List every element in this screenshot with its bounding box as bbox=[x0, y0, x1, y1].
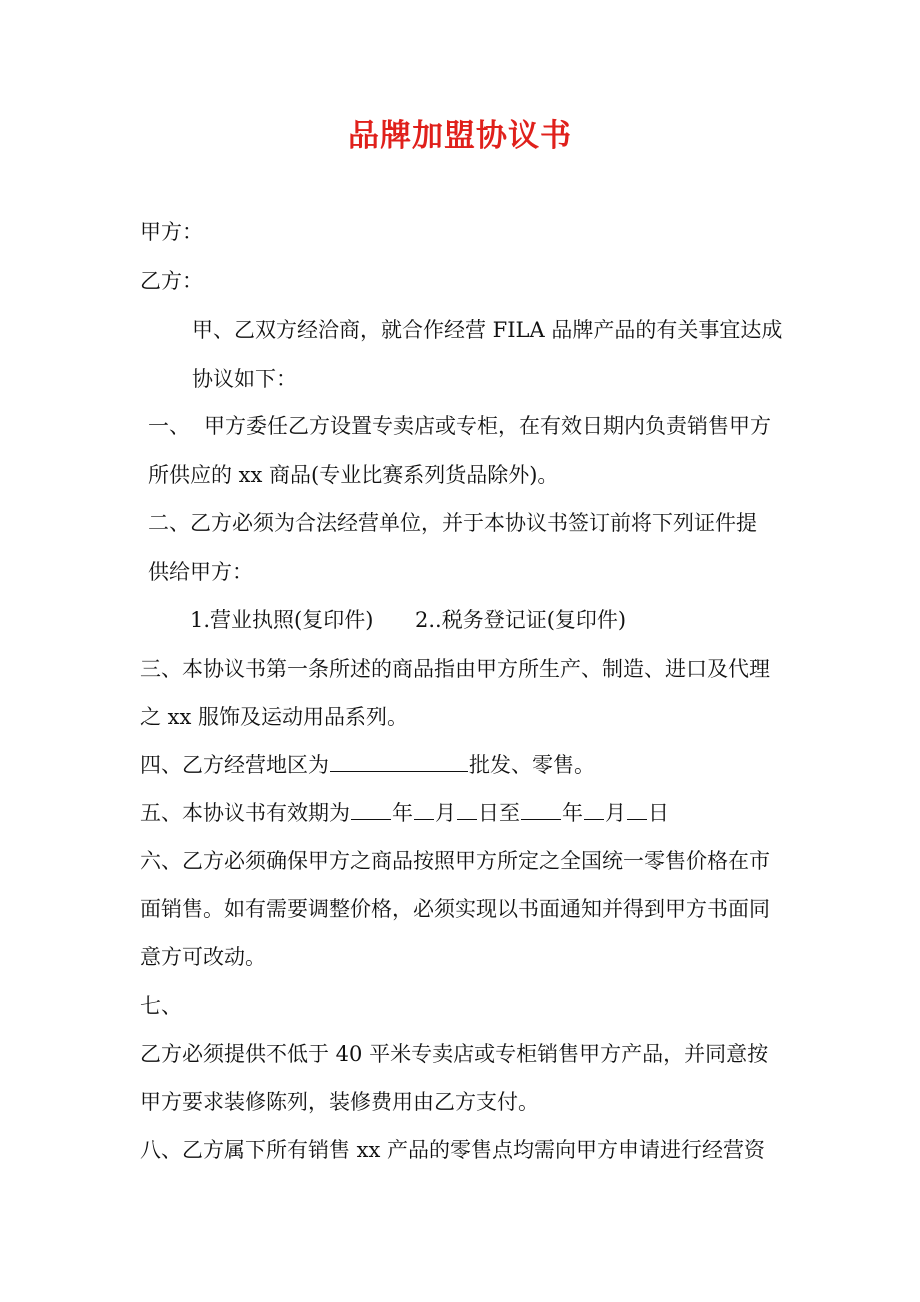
intro-line-2: 协议如下： bbox=[192, 367, 297, 391]
start-month-blank bbox=[414, 797, 434, 820]
start-year-blank bbox=[351, 797, 391, 820]
end-year-label: 年 bbox=[562, 801, 583, 825]
end-month-blank bbox=[584, 797, 604, 820]
clause-7-line-1: 乙方必须提供不低于 40 平米专卖店或专柜销售甲方产品，并同意按 bbox=[140, 1042, 769, 1066]
clause-3-line-2: 之 xx 服饰及运动用品系列。 bbox=[140, 705, 409, 729]
clause-1-line-1: 甲方委任乙方设置专卖店或专柜，在有效日期内负责销售甲方 bbox=[204, 414, 771, 438]
party-a-label: 甲方： bbox=[140, 220, 203, 244]
end-day-blank bbox=[627, 797, 647, 820]
clause-4-line bbox=[140, 749, 595, 781]
clause-8-line-1: 八、乙方属下所有销售 xx 产品的零售点均需向甲方申请进行经营资 bbox=[140, 1138, 766, 1162]
required-document-2: 2..税务登记证(复印件) bbox=[415, 608, 627, 632]
end-month-label: 月 bbox=[605, 801, 626, 825]
start-day-label: 日至 bbox=[478, 801, 520, 825]
clause-1-number: 一、 bbox=[148, 414, 190, 438]
intro-line-1: 甲、乙双方经洽商，就合作经营 FILA 品牌产品的有关事宜达成 bbox=[192, 318, 783, 342]
clause-6-line-3: 意方可改动。 bbox=[140, 945, 266, 969]
end-year-blank bbox=[521, 797, 561, 820]
start-year-label: 年 bbox=[392, 801, 413, 825]
clause-3-line-1: 三、本协议书第一条所述的商品指由甲方所生产、制造、进口及代理 bbox=[140, 657, 770, 681]
required-document-1: 1.营业执照(复印件) bbox=[190, 608, 374, 632]
clause-1-line-2: 所供应的 xx 商品(专业比赛系列货品除外)。 bbox=[148, 463, 559, 487]
clause-4-text-end: 批发、零售。 bbox=[469, 753, 595, 777]
party-b-label: 乙方： bbox=[140, 269, 203, 293]
document-title: 品牌加盟协议书 bbox=[348, 118, 572, 154]
clause-7-line-2: 甲方要求装修陈列，装修费用由乙方支付。 bbox=[140, 1090, 539, 1114]
start-month-label: 月 bbox=[435, 801, 456, 825]
clause-2-line-2: 供给甲方： bbox=[148, 560, 253, 584]
region-blank bbox=[330, 749, 468, 772]
clause-6-line-1: 六、乙方必须确保甲方之商品按照甲方所定之全国统一零售价格在市 bbox=[140, 849, 770, 873]
clause-4-text-start: 四、乙方经营地区为 bbox=[140, 753, 329, 777]
start-day-blank bbox=[457, 797, 477, 820]
end-day-label: 日 bbox=[648, 801, 669, 825]
clause-5-line bbox=[140, 797, 669, 829]
clause-2-line-1: 二、乙方必须为合法经营单位，并于本协议书签订前将下列证件提 bbox=[148, 511, 757, 535]
clause-5-text-start: 五、本协议书有效期为 bbox=[140, 801, 350, 825]
clause-7-number: 七、 bbox=[140, 994, 182, 1018]
clause-6-line-2: 面销售。如有需要调整价格，必须实现以书面通知并得到甲方书面同 bbox=[140, 897, 770, 921]
